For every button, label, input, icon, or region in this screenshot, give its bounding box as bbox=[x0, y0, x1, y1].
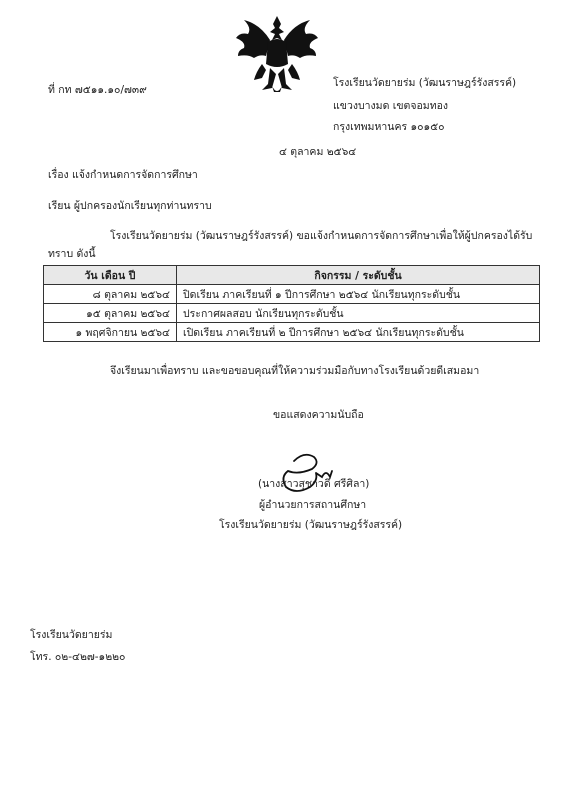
column-header-date: วัน เดือน ปี bbox=[44, 266, 177, 285]
footer-phone: โทร. ๐๒-๔๒๗-๑๒๒๐ bbox=[30, 651, 126, 663]
row-activity: ประกาศผลสอบ นักเรียนทุกระดับชั้น bbox=[177, 304, 540, 323]
signer-name: (นางสาวสุชาวดี ศรีศิลา) bbox=[258, 478, 370, 490]
schedule-table bbox=[43, 265, 540, 342]
school-name-header: โรงเรียนวัดยายร่ม (วัฒนราษฎร์รังสรรค์) bbox=[333, 77, 517, 89]
row-activity: ปิดเรียน ภาคเรียนที่ ๑ ปีการศึกษา ๒๕๖๔ นักเรียนทุกระดับชั้น bbox=[177, 285, 540, 304]
footer-school: โรงเรียนวัดยายร่ม bbox=[30, 629, 113, 641]
signer-school: โรงเรียนวัดยายร่ม (วัฒนราษฎร์รังสรรค์) bbox=[219, 519, 403, 531]
letter-date: ๔ ตุลาคม ๒๕๖๔ bbox=[279, 146, 357, 158]
table-row bbox=[44, 323, 540, 342]
regards-text: ขอแสดงความนับถือ bbox=[273, 409, 364, 421]
letter-subject: เรื่อง แจ้งกำหนดการจัดการศึกษา bbox=[48, 169, 198, 181]
signer-position: ผู้อำนวยการสถานศึกษา bbox=[259, 499, 367, 511]
address-line-2: กรุงเทพมหานคร ๑๐๑๕๐ bbox=[333, 121, 445, 133]
closing-line: จึงเรียนมาเพื่อทราบ และขอขอบคุณที่ให้ความร่วมมือกับทางโรงเรียนด้วยดีเสมอมา bbox=[110, 365, 480, 377]
row-activity: เปิดเรียน ภาคเรียนที่ ๒ ปีการศึกษา ๒๕๖๔ นักเรียนทุกระดับชั้น bbox=[177, 323, 540, 342]
garuda-emblem bbox=[232, 14, 322, 96]
body-line-1: โรงเรียนวัดยายร่ม (วัฒนราษฎร์รังสรรค์) ขอแจ้งกำหนดการจัดการศึกษาเพื่อให้ผู้ปกครองได้รับ bbox=[110, 230, 533, 242]
reference-number: ที่ กท ๗๕๑๑.๑๐/๗๓๙ bbox=[48, 84, 147, 96]
body-line-2: ทราบ ดังนี้ bbox=[48, 248, 96, 260]
table-row bbox=[44, 304, 540, 323]
letter-recipient: เรียน ผู้ปกครองนักเรียนทุกท่านทราบ bbox=[48, 200, 212, 212]
column-header-activity: กิจกรรม / ระดับชั้น bbox=[177, 266, 540, 285]
table-row bbox=[44, 285, 540, 304]
row-date: ๑ พฤศจิกายน ๒๕๖๔ bbox=[44, 323, 177, 342]
address-line-1: แขวงบางมด เขตจอมทอง bbox=[333, 100, 449, 112]
row-date: ๘ ตุลาคม ๒๕๖๔ bbox=[44, 285, 177, 304]
row-date: ๑๕ ตุลาคม ๒๕๖๔ bbox=[44, 304, 177, 323]
table-header-row bbox=[44, 266, 540, 285]
